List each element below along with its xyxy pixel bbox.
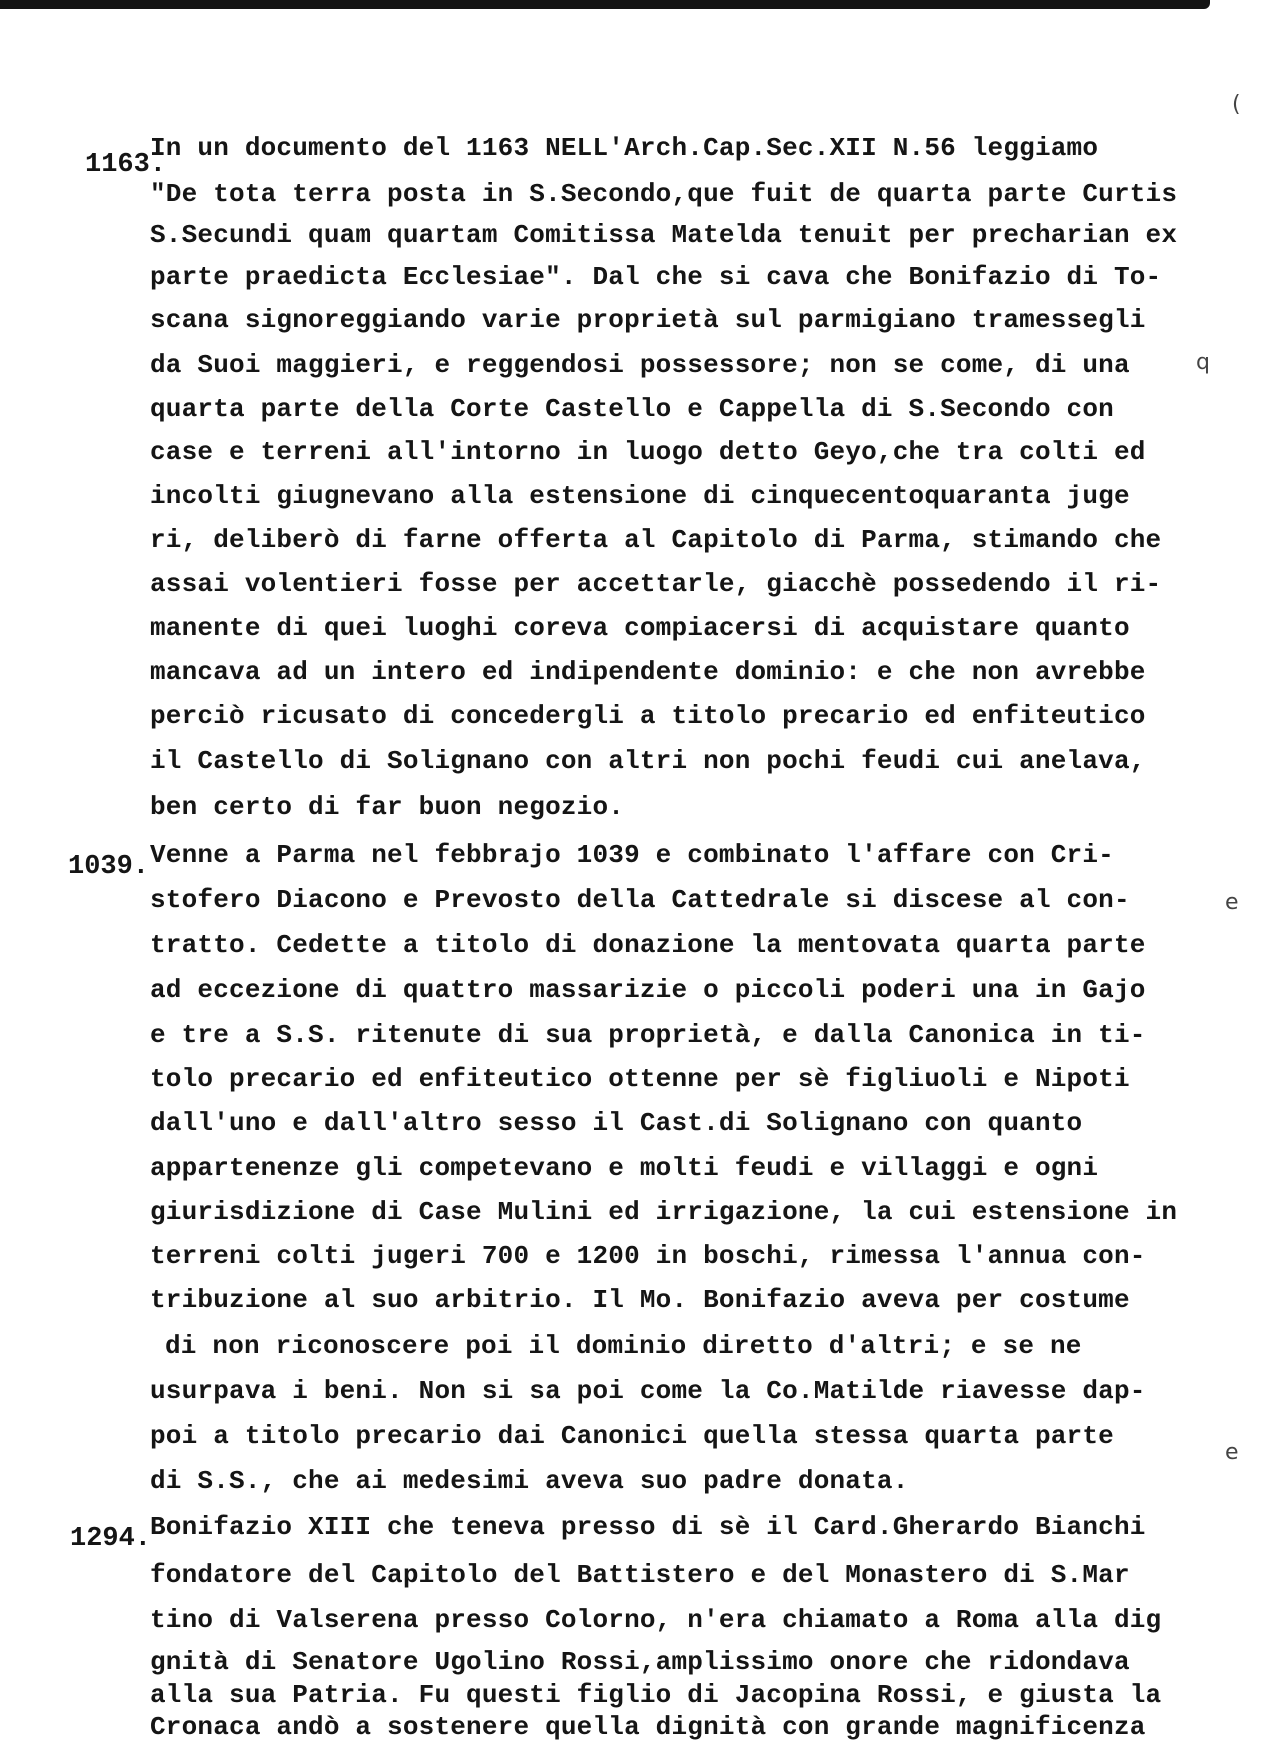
text-line: giurisdizione di Case Mulini ed irrigazione, la cui estensione in [150,1197,1178,1227]
text-line: e tre a S.S. ritenute di sua proprietà, e dalla Canonica in ti- [150,1020,1146,1050]
text-line: assai volentieri fosse per accettarle, giacchè possedendo il ri- [150,569,1162,599]
text-line: parte praedicta Ecclesiae". Dal che si cava che Bonifazio di To- [150,262,1162,292]
text-line: ad eccezione di quattro massarizie o piccoli poderi una in Gajo [150,975,1146,1005]
margin-mark: e [1225,1440,1239,1465]
text-line: manente di quei luoghi coreva compiacersi di acquistare quanto [150,613,1130,643]
text-line: scana signoreggiando varie proprietà sul parmigiano tramessegli [150,305,1146,335]
text-line: case e terreni all'intorno in luogo detto Geyo,che tra colti ed [150,437,1146,467]
text-line: appartenenze gli competevano e molti feudi e villaggi e ogni [150,1153,1099,1183]
text-line: Venne a Parma nel febbrajo 1039 e combinato l'affare con Cri- [150,840,1114,870]
text-line: perciò ricusato di concedergli a titolo precario ed enfiteutico [150,701,1146,731]
text-line: Cronaca andò a sostenere quella dignità con grande magnificenza [150,1712,1146,1742]
text-line: di non riconoscere poi il dominio diretto d'altri; e se ne [165,1331,1082,1361]
text-line: fondatore del Capitolo del Battistero e del Monastero di S.Mar [150,1560,1130,1590]
margin-mark: q [1196,350,1210,375]
text-line: incolti giugnevano alla estensione di cinquecentoquaranta juge [150,481,1130,511]
text-line: tolo precario ed enfiteutico ottenne per sè figliuoli e Nipoti [150,1064,1130,1094]
text-line: ri, deliberò di farne offerta al Capitolo di Parma, stimando che [150,525,1162,555]
text-line: Bonifazio XIII che teneva presso di sè il Card.Gherardo Bianchi [150,1512,1146,1542]
text-line: dall'uno e dall'altro sesso il Cast.di Solignano con quanto [150,1108,1083,1138]
text-line: S.Secundi quam quartam Comitissa Matelda tenuit per precharian ex [150,220,1178,250]
text-line: stofero Diacono e Prevosto della Cattedrale si discese al con- [150,885,1130,915]
text-line: In un documento del 1163 NELL'Arch.Cap.Sec.XII N.56 leggiamo [150,133,1099,163]
text-line: poi a titolo precario dai Canonici quella stessa quarta parte [150,1421,1114,1451]
text-line: terreni colti jugeri 700 e 1200 in boschi, rimessa l'annua con- [150,1241,1146,1271]
text-line: gnità di Senatore Ugolino Rossi,amplissimo onore che ridondava [150,1647,1130,1677]
margin-mark: ( [1232,92,1241,117]
text-line: tino di Valserena presso Colorno, n'era chiamato a Roma alla dig [150,1605,1162,1635]
text-line: tribuzione al suo arbitrio. Il Mo. Bonifazio aveva per costume [150,1285,1130,1315]
text-line: il Castello di Solignano con altri non pochi feudi cui anelava, [150,746,1146,776]
entry-year: 1294. [70,1524,152,1554]
text-line: quarta parte della Corte Castello e Cappella di S.Secondo con [150,394,1114,424]
text-line: da Suoi maggieri, e reggendosi possessore; non se come, di una [150,350,1130,380]
top-rule [0,0,1210,9]
entry-year: 1163. [85,150,167,180]
text-line: tratto. Cedette a titolo di donazione la mentovata quarta parte [150,930,1146,960]
text-line: di S.S., che ai medesimi aveva suo padre donata. [150,1466,909,1496]
text-line: usurpava i beni. Non si sa poi come la Co.Matilde riavesse dap- [150,1376,1146,1406]
text-line: "De tota terra posta in S.Secondo,que fuit de quarta parte Curtis [150,179,1178,209]
text-line: alla sua Patria. Fu questi figlio di Jacopina Rossi, e giusta la [150,1680,1162,1710]
text-line: mancava ad un intero ed indipendente dominio: e che non avrebbe [150,657,1146,687]
margin-mark: e [1225,890,1239,915]
text-line: ben certo di far buon negozio. [150,792,625,822]
entry-year: 1039. [68,852,150,882]
